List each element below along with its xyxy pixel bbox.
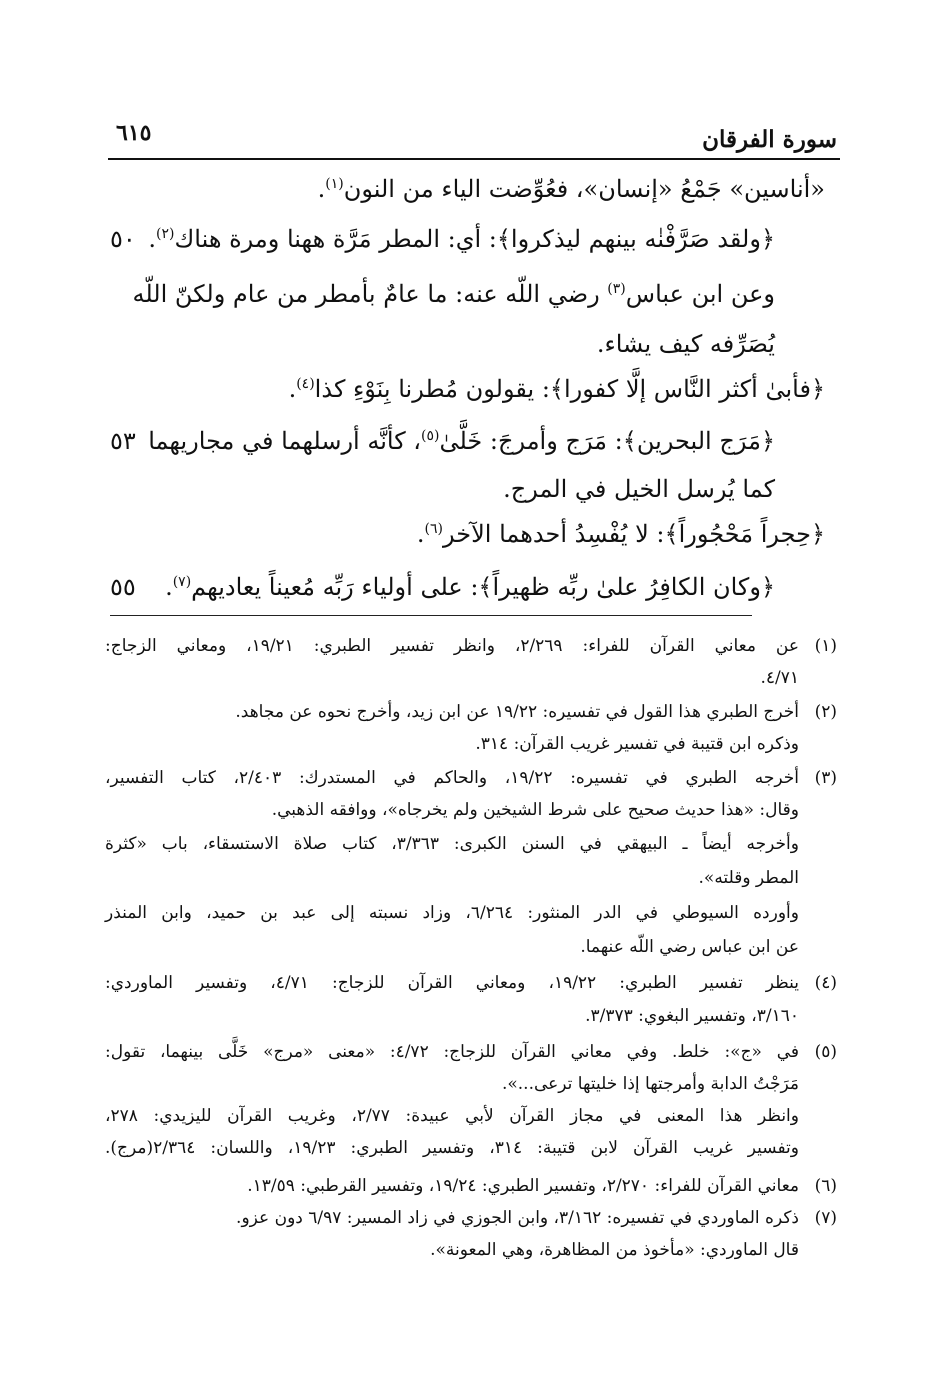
footnote-ref[interactable]: (٣) <box>607 281 626 297</box>
footnote-line: وانظر هذا المعنى في مجاز القرآن لأبي عبيدة: ٢/٧٧، وغريب القرآن لليزيدي: ٢٧٨، <box>105 1106 799 1126</box>
text-line: ﴿حِجراً مَحْجُوراً﴾: لا يُفْسِدُ أحدهما الآخر$^{(٦)}$. <box>416 520 825 548</box>
footnote-line: ذكره الماوردي في تفسيره: ٣/١٦٢، وابن الجوزي في زاد المسير: ٦/٩٧ دون عزو. <box>236 1208 799 1228</box>
footnote-divider <box>110 615 752 616</box>
footnote-line: وذكره ابن قتيبة في تفسير غريب القرآن: ٣١٤. <box>475 734 799 754</box>
footnote-line: في «ج»: خلط. وفي معاني القرآن للزجاج: ٤/٧٢: «معنى «مرج» خَلَّى بينهما، تقول: <box>105 1042 799 1062</box>
footnote-ref[interactable]: (١) <box>325 176 344 192</box>
footnote-ref[interactable]: (٤) <box>296 376 315 392</box>
footnote-line: وأورده السيوطي في الدر المنثور: ٦/٢٦٤، وزاد نسبته إلى عبد بن حميد، وابن المنذر <box>105 903 799 923</box>
footnote-line: وقال: «هذا حديث صحيح على شرط الشيخين ولم يخرجاه»، ووافقه الذهبي. <box>271 800 799 820</box>
text-line: يُصَرِّفه كيف يشاء. <box>596 330 775 358</box>
footnote-number: (١) <box>814 636 837 656</box>
footnote-line: أخرج الطبري هذا القول في تفسيره: ١٩/٢٢ عن ابن زيد، وأخرج نحوه عن مجاهد. <box>235 702 799 722</box>
footnote-line: وأخرجه أيضاً ـ البيهقي في السنن الكبرى: ٣/٣٦٣، كتاب صلاة الاستسقاء، باب «كثرة <box>105 834 799 854</box>
text-line: كما يُرسل الخيل في المرج. <box>503 475 775 503</box>
text-line: ﴿فأبىٰ أكثر النَّاس إلَّا كفورا﴾: يقولون مُطرنا بِنَوْءِ كذا$^{(٤)}$. <box>288 375 825 403</box>
text-line: «أناسين» جَمْعُ «إنسان»، فعُوِّضت الياء من النون$^{(١)}$. <box>317 175 825 203</box>
footnote-line: ٣/١٦٠، وتفسير البغوي: ٣/٣٧٣. <box>585 1006 799 1026</box>
footnote-number: (٢) <box>814 702 837 722</box>
text-line: ﴿ولقد صَرَّفْنٰه بينهم ليذكروا﴾: أي: المطر مَرَّة ههنا ومرة هناك$^{(٢)}$. <box>148 225 775 253</box>
footnote-line: عن ابن عباس رضي اللّه عنهما. <box>580 937 799 957</box>
footnote-line: المطر وقلته». <box>698 868 799 888</box>
footnote-line: مَرَجْتُ الدابة وأمرجتها إذا خليتها ترعى...». <box>501 1074 799 1094</box>
footnote-line: أخرجه الطبري في تفسيره: ١٩/٢٢، والحاكم في المستدرك: ٢/٤٠٣، كتاب التفسير، <box>105 768 799 788</box>
text-line: وعن ابن عباس$^{(٣)}$ رضي اللّه عنه: ما عامٌ بأمطر من عام ولكنّ اللّه <box>132 280 775 308</box>
footnote-line: معاني القرآن للفراء: ٢/٢٧٠، وتفسير الطبري: ١٩/٢٤، وتفسير القرطبي: ١٣/٥٩. <box>247 1176 799 1196</box>
text-line: ﴿وكان الكافِرُ علىٰ ربِّه ظهيراً﴾: على أولياء رَبِّه مُعيناً يعاديهم$^{(٧)}$. <box>165 573 775 601</box>
footnote-number: (٤) <box>814 973 837 993</box>
footnote-line: قال الماوردي: «مأخوذ من المظاهرة، وهي المعونة». <box>430 1240 799 1260</box>
verse-number: ٥٥ <box>110 573 136 601</box>
footnote-line: ينظر تفسير الطبري: ١٩/٢٢، ومعاني القرآن للزجاج: ٤/٧١، وتفسير الماوردي: <box>105 973 799 993</box>
page-header <box>110 112 837 158</box>
footnote-number: (٧) <box>814 1208 837 1228</box>
verse-number: ٥٠ <box>110 225 136 253</box>
verse-number: ٥٣ <box>110 427 136 455</box>
surah-title: سورة الفرقان <box>702 126 837 153</box>
footnote-number: (٦) <box>814 1176 837 1196</box>
footnote-line: عن معاني القرآن للفراء: ٢/٢٦٩، وانظر تفسير الطبري: ١٩/٢١، ومعاني الزجاج: <box>105 636 799 656</box>
text-line: ﴿مَرَج البحرين﴾: مَرَج وأمرجَ: خَلَّىٰ$^{(٥)}$، كأنَّه أرسلهما في مجاريهما <box>148 427 775 455</box>
footnote-line: وتفسير غريب القرآن لابن قتيبة: ٣١٤، وتفسير الطبري: ١٩/٢٣، واللسان: ٢/٣٦٤(مرج). <box>105 1138 800 1158</box>
footnote-ref[interactable]: (٥) <box>421 428 440 444</box>
footnote-ref[interactable]: (٢) <box>156 226 175 242</box>
page-number: ٦١٥ <box>116 120 152 146</box>
footnote-number: (٣) <box>814 768 837 788</box>
header-divider <box>108 158 840 160</box>
footnote-ref[interactable]: (٦) <box>424 521 444 537</box>
footnote-number: (٥) <box>814 1042 837 1062</box>
footnote-ref[interactable]: (٧) <box>172 574 192 590</box>
footnote-line: ٤/٧١. <box>760 668 799 688</box>
